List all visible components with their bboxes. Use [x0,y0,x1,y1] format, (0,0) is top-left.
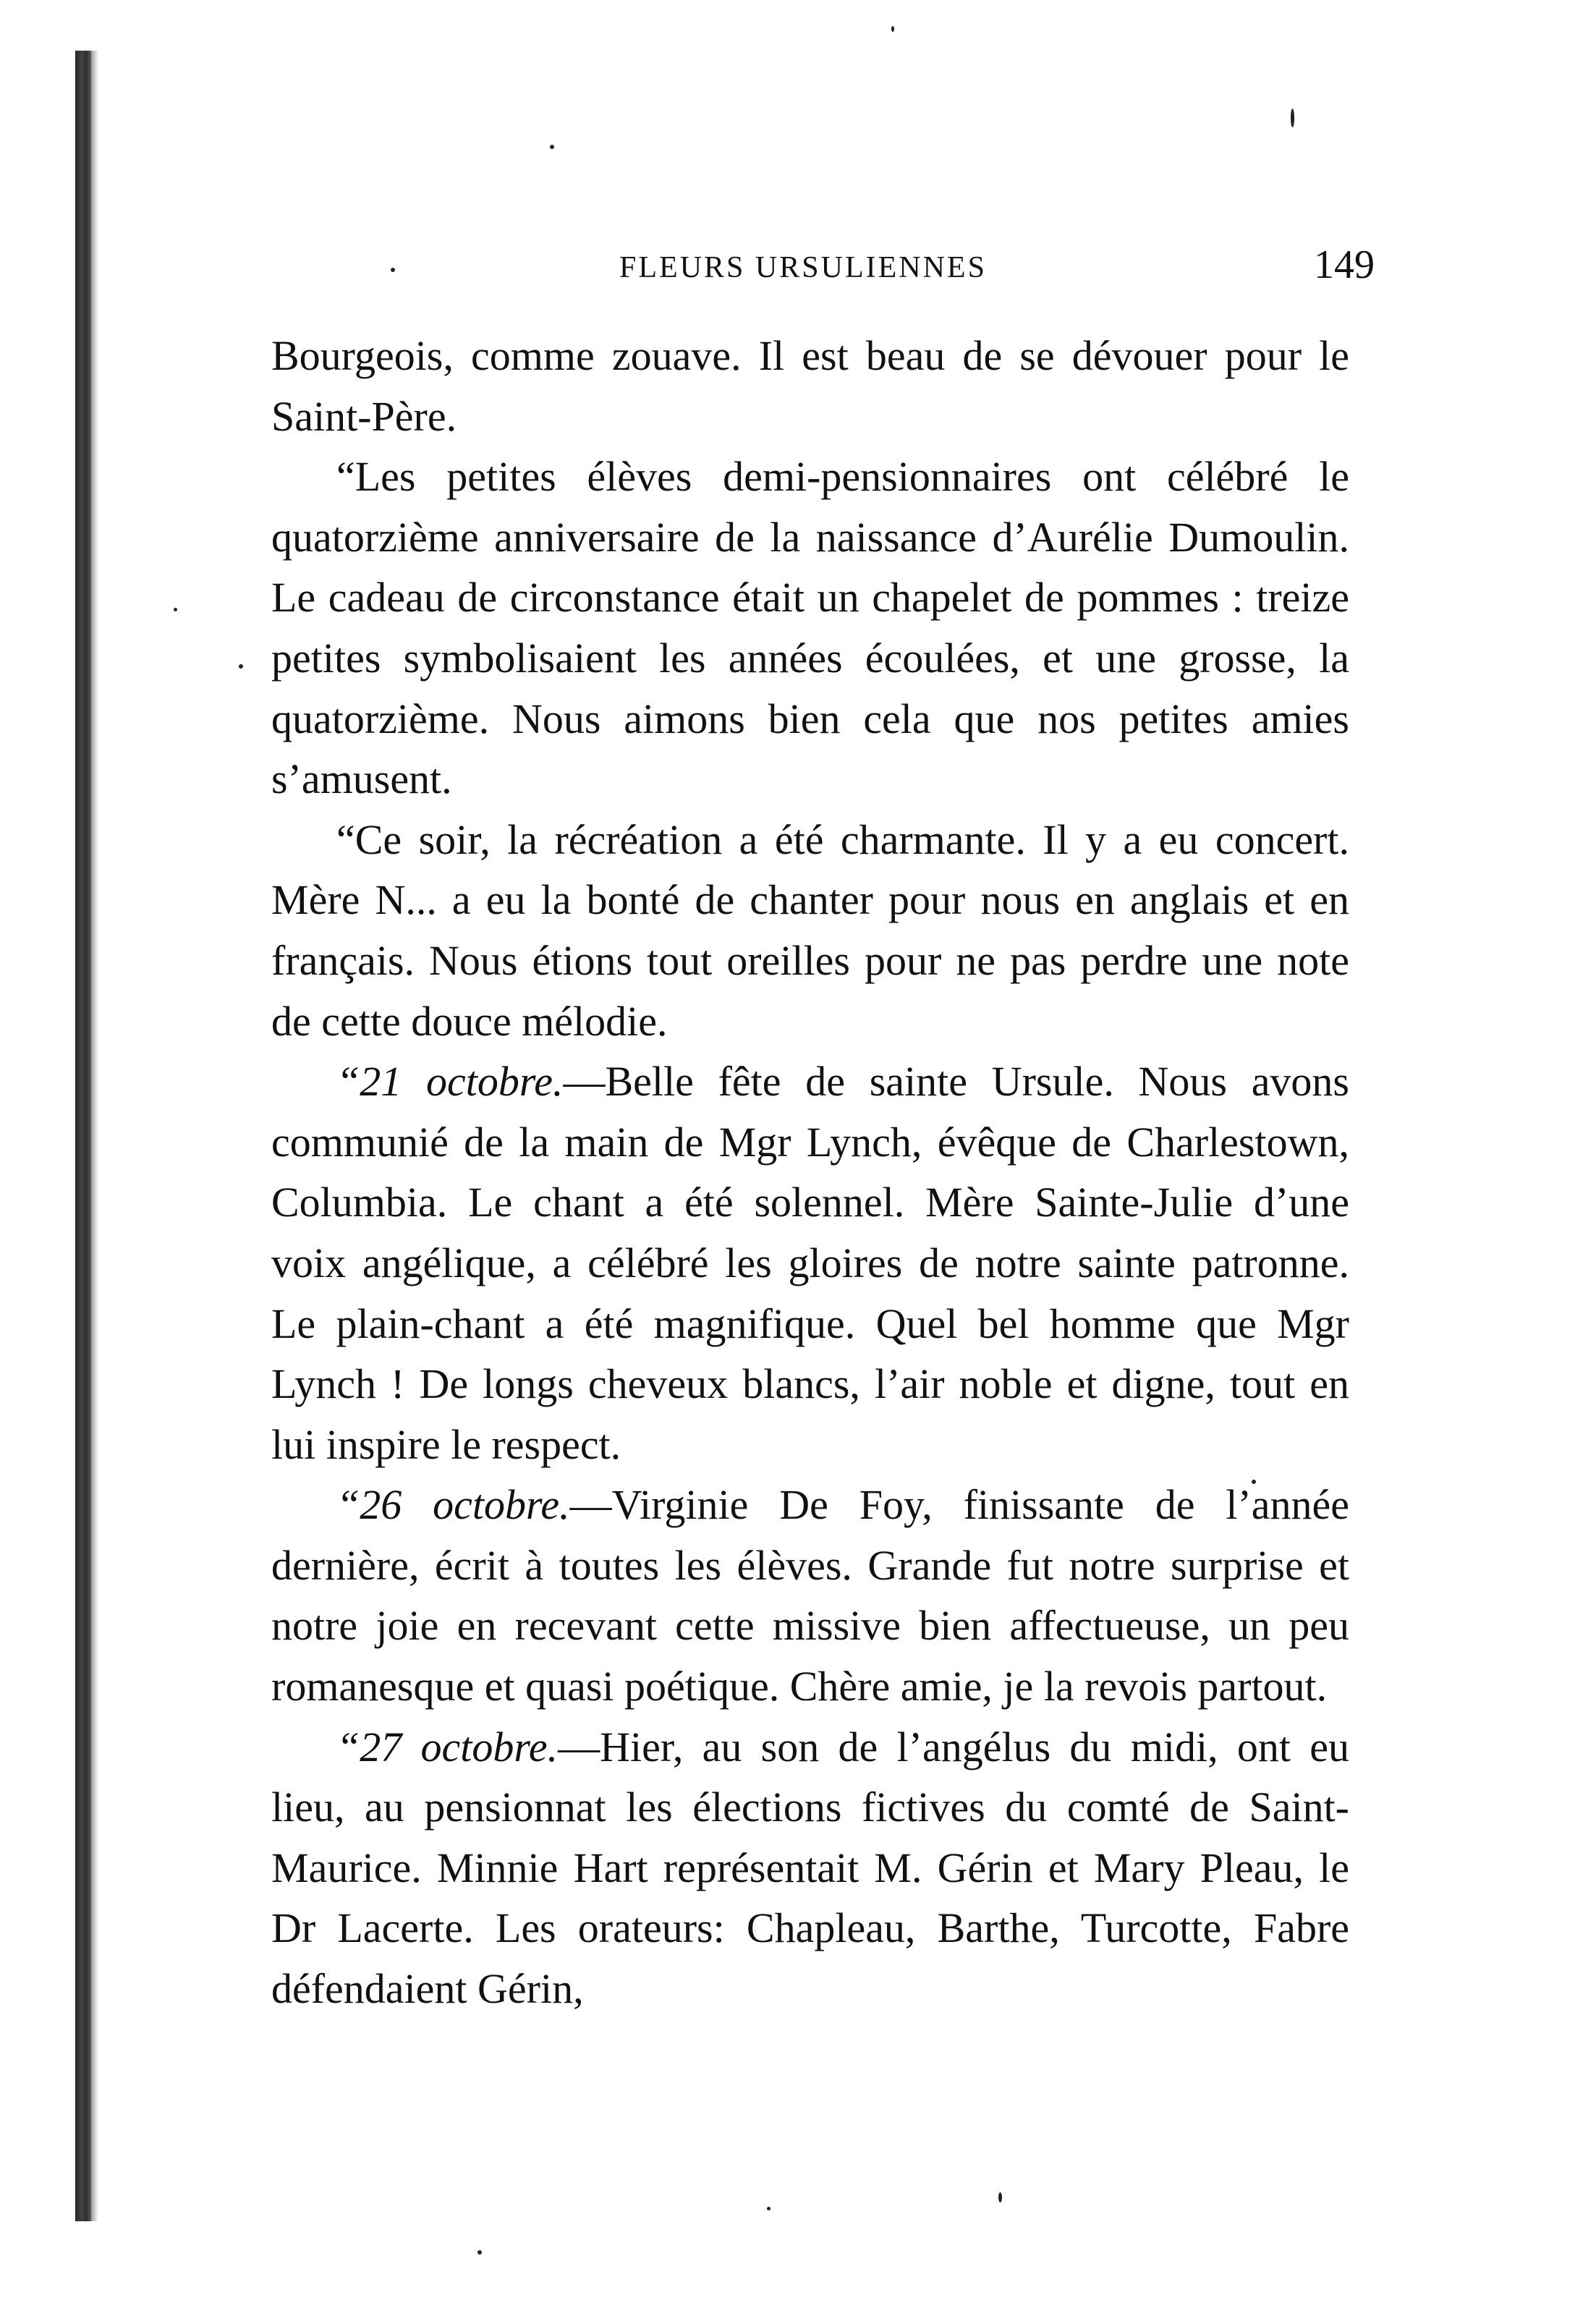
paragraph-text: “Les petites élèves demi-pensionnaires ont célébré le quatorzième anniversaire de la naissance d’Aurélie Dumoulin. Le cadeau de circonstance était un chapelet de pommes : treize petites symbolisaient les années écoulées, et une grosse, la quatorzième. Nous aimons bien cela que nos petites amies s’amusent. [271,453,1349,803]
paragraph-text: “Ce soir, la récréation a été charmante. Il y a eu concert. Mère N... a eu la bonté de chanter pour nous en anglais et en français. Nous étions tout oreilles pour ne pas perdre une note de cette douce mélodie. [271,815,1349,1045]
entry-date: “26 octobre. [336,1481,570,1529]
page-binding-edge [75,51,91,2221]
paragraph-text: Bourgeois, comme zouave. Il est beau de se dévouer pour le Saint-Père. [271,332,1349,440]
running-title: FLEURS URSULIENNES [619,251,987,284]
paragraph [271,446,1349,810]
scan-speck [1291,109,1294,127]
entry-date: “21 octobre. [336,1058,564,1106]
body-text [271,326,1349,2019]
paragraph [271,810,1349,1051]
page-number: 149 [1314,242,1375,287]
page-binding-shadow [91,51,98,2221]
entry-date: “27 octobre. [336,1723,559,1770]
paragraph [271,1475,1349,1716]
page-header [275,242,1375,289]
paragraph [271,1051,1349,1475]
scan-speck [891,26,894,32]
paragraph-text: —Virginie De Foy, finissante de l’année dernière, écrit à toutes les élèves. Grande fut notre surprise et notre joie en recevant cette missive bien affectueuse, un peu romanesque et quasi poétique. Chère amie, je la revois partout. [271,1481,1349,1710]
scan-speck [477,2250,482,2255]
paragraph-text: —Hier, au son de l’angélus du midi, ont eu lieu, au pensionnat les élections fictives du comté de Saint-Maurice. Minnie Hart représentait M. Gérin et Mary Pleau, le Dr Lacerte. Les orateurs: Chapleau, Barthe, Turcotte, Fabre défendaient Gérin, [271,1723,1350,2013]
paragraph [271,326,1349,446]
scan-speck [550,145,554,149]
scan-speck [998,2192,1002,2202]
paragraph-text: —Belle fête de sainte Ursule. Nous avons communié de la main de Mgr Lynch, évêque de Charlestown, Columbia. Le chant a été solennel. Mère Sainte-Julie d’une voix angélique, a célébré les gloires de notre sainte patronne. Le plain-chant a été magnifique. Quel bel homme que Mgr Lynch ! De longs cheveux blancs, l’air noble et digne, tout en lui inspire le respect. [271,1058,1350,1468]
scan-speck [174,608,177,611]
scan-speck [239,664,243,669]
paragraph [271,1717,1349,2019]
scan-speck [767,2207,770,2210]
